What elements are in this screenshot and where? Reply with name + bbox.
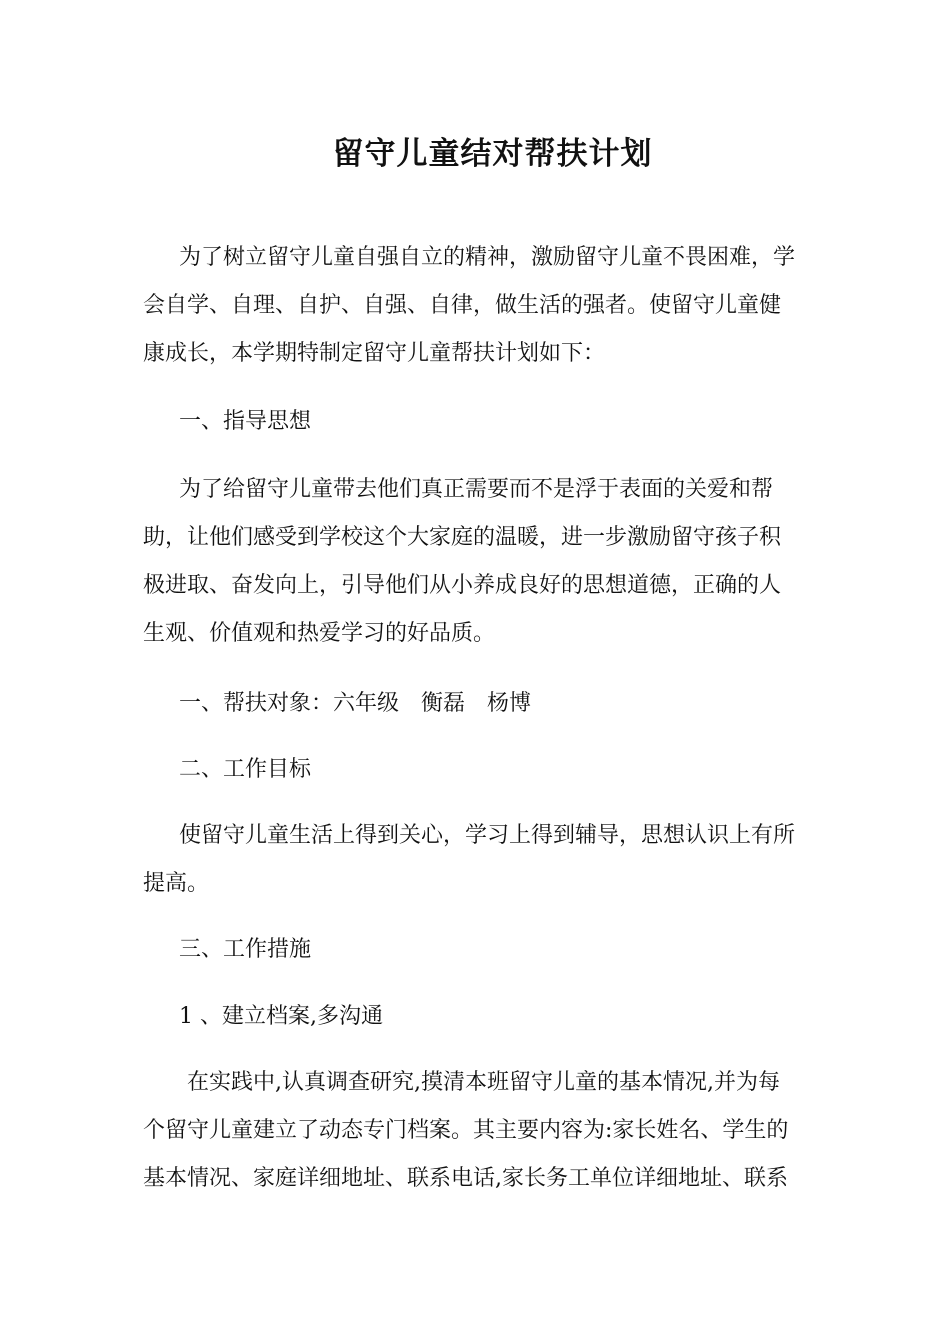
paragraph-line: 提高。 — [143, 871, 210, 896]
paragraph-line: 为了给留守儿童带去他们真正需要而不是浮于表面的关爱和帮 — [179, 477, 774, 502]
section-heading: 二、工作目标 — [179, 757, 312, 782]
subsection-heading: 1 、建立档案,多沟通 — [179, 1004, 383, 1029]
paragraph-line: 康成长，本学期特制定留守儿童帮扶计划如下： — [143, 341, 606, 366]
paragraph-line: 极进取、奋发向上，引导他们从小养成良好的思想道德，正确的人 — [143, 573, 782, 598]
paragraph-line: 基本情况、家庭详细地址、联系电话,家长务工单位详细地址、联系 — [143, 1166, 788, 1191]
paragraph-line: 会自学、自理、自护、自强、自律，做生活的强者。使留守儿童健 — [143, 293, 782, 318]
section-heading: 一、指导思想 — [179, 409, 312, 434]
paragraph-line: 生观、价值观和热爱学习的好品质。 — [143, 621, 496, 646]
document-title: 留守儿童结对帮扶计划 — [332, 136, 653, 172]
paragraph-line: 使留守儿童生活上得到关心，学习上得到辅导，思想认识上有所 — [179, 823, 796, 848]
paragraph-line: 个留守儿童建立了动态专门档案。其主要内容为:家长姓名、学生的 — [143, 1118, 789, 1143]
section-heading: 三、工作措施 — [179, 937, 312, 962]
paragraph-line: 在实践中,认真调查研究,摸清本班留守儿童的基本情况,并为每 — [187, 1070, 780, 1095]
paragraph-line: 为了树立留守儿童自强自立的精神，激励留守儿童不畏困难，学 — [179, 245, 796, 270]
paragraph-line: 助，让他们感受到学校这个大家庭的温暖，进一步激励留守孩子积 — [143, 525, 782, 550]
section-heading: 一、帮扶对象：六年级 衡磊 杨博 — [179, 691, 532, 716]
